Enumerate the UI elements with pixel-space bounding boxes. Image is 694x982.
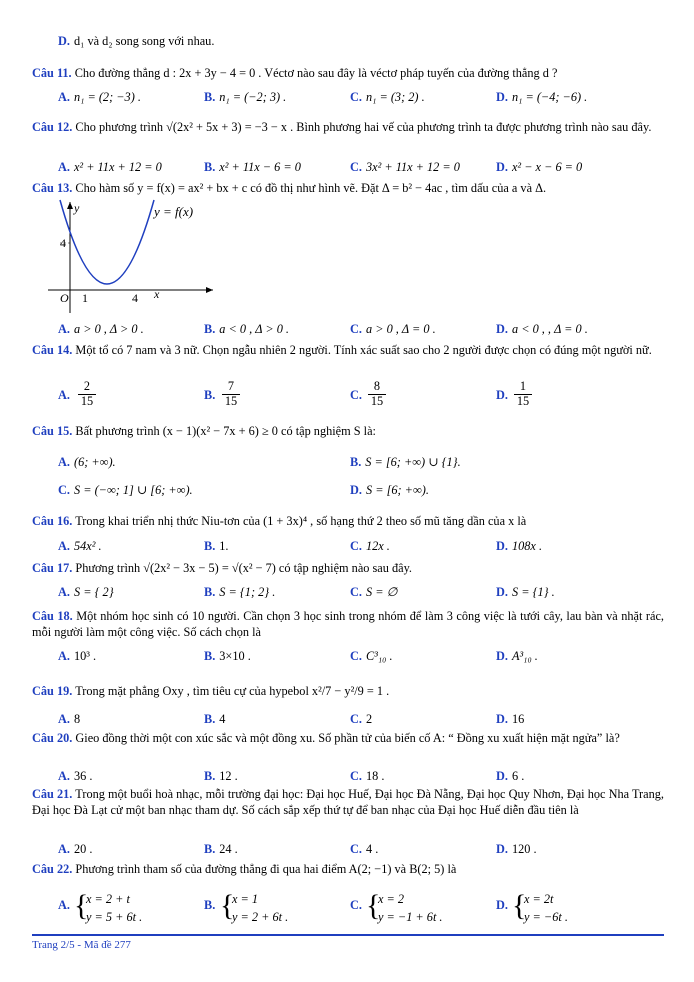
option-b[interactable]: B. a < 0 , Δ > 0 . xyxy=(204,322,289,336)
option-d[interactable]: D. xyxy=(496,898,508,912)
option-d[interactable]: D. 6 . xyxy=(496,769,525,783)
option-b[interactable]: B. 12 . xyxy=(204,769,238,783)
question-13-options xyxy=(0,322,694,340)
system: x = 2 + t y = 5 + 6t . xyxy=(86,892,143,924)
question-number: Câu 16. xyxy=(32,514,73,528)
question-15-options-row2 xyxy=(0,483,694,501)
brace: { xyxy=(512,889,527,922)
question-text: Trong mặt phẳng Oxy , tìm tiêu cự của hypebol x²/7 − y²/9 = 1 . xyxy=(75,684,390,698)
option-c[interactable]: C. C³₁₀ . xyxy=(350,649,393,663)
option-c[interactable]: C. 12x . xyxy=(350,539,390,553)
question-19-options xyxy=(0,712,694,730)
option-d[interactable]: D. a < 0 , , Δ = 0 . xyxy=(496,322,588,336)
tick-label-x4: 4 xyxy=(132,291,138,305)
system: x = 1 y = 2 + 6t . xyxy=(232,892,289,924)
origin-label: O xyxy=(60,291,69,305)
option-c[interactable]: C. S = ∅ xyxy=(350,585,398,599)
question-number: Câu 17. xyxy=(32,561,73,575)
question-number: Câu 14. xyxy=(32,343,73,357)
question-text: Phương trình √(2x² − 3x − 5) = √(x² − 7) có tập nghiệm nào sau đây. xyxy=(75,561,412,575)
question-11-options xyxy=(0,90,694,108)
question-text: Cho phương trình √(2x² + 5x + 3) = −3 − x . Bình phương hai vế của phương trình ta được phương trình nào sau đây. xyxy=(75,120,652,134)
option-label: D. xyxy=(58,34,70,48)
question-number: Câu 15. xyxy=(32,424,73,438)
fraction: 7 15 xyxy=(222,380,240,408)
option-b[interactable]: B. 1. xyxy=(204,539,229,553)
option-b[interactable]: B. x² + 11x − 6 = 0 xyxy=(204,160,301,174)
option-d[interactable]: D. A³₁₀ . xyxy=(496,649,538,663)
option-c[interactable]: C. xyxy=(350,388,362,402)
brace: { xyxy=(366,889,381,922)
page-footer: Trang 2/5 - Mã đề 277 xyxy=(32,939,131,951)
prev-question-option-d xyxy=(0,34,694,52)
question-11 xyxy=(32,66,664,82)
option-a[interactable]: A. xyxy=(58,388,70,402)
tick-label-y4: 4 xyxy=(60,236,66,250)
option-a[interactable]: A. 20 . xyxy=(58,842,93,856)
question-14-options xyxy=(0,380,694,416)
question-15-options-row1 xyxy=(0,455,694,473)
question-15 xyxy=(32,424,664,440)
fraction: 1 15 xyxy=(514,380,532,408)
option-a[interactable]: A. (6; +∞). xyxy=(58,455,116,469)
option-c[interactable]: C. 2 xyxy=(350,712,373,726)
question-number: Câu 13. xyxy=(32,181,73,195)
option-c[interactable]: C. n₁ = (3; 2) . xyxy=(350,90,425,104)
footer-divider xyxy=(32,934,664,936)
question-21 xyxy=(32,787,664,818)
question-text: Gieo đồng thời một con xúc sắc và một đồng xu. Số phần tử của biến cố A: “ Đồng xu xuất hiện mặt ngửa” là? xyxy=(75,731,620,745)
question-number: Câu 21. xyxy=(32,787,73,801)
option-a[interactable]: A. 10³ . xyxy=(58,649,97,663)
option-a[interactable]: A. 36 . xyxy=(58,769,93,783)
question-number: Câu 11. xyxy=(32,66,72,80)
x-axis-arrow xyxy=(206,287,213,293)
question-20 xyxy=(32,731,664,747)
option-a[interactable]: A. a > 0 , Δ > 0 . xyxy=(58,322,144,336)
option-a[interactable]: A. S = { 2} xyxy=(58,585,114,599)
option-c[interactable]: C. S = (−∞; 1] ∪ [6; +∞). xyxy=(58,483,193,497)
option-b[interactable]: B. 24 . xyxy=(204,842,238,856)
question-number: Câu 12. xyxy=(32,120,73,134)
question-16 xyxy=(32,514,664,530)
option-c[interactable]: C. xyxy=(350,898,362,912)
system: x = 2 y = −1 + 6t . xyxy=(378,892,443,924)
option-d[interactable]: D. S = {1} . xyxy=(496,585,555,599)
option-text: d₁ và d₂ song song với nhau. xyxy=(73,34,215,48)
question-text: Phương trình tham số của đường thẳng đi qua hai điểm A(2; −1) và B(2; 5) là xyxy=(75,862,457,876)
option-a[interactable]: A. xyxy=(58,898,70,912)
option-c[interactable]: C. 4 . xyxy=(350,842,379,856)
question-12 xyxy=(32,120,664,136)
question-number: Câu 20. xyxy=(32,731,73,745)
question-number: Câu 18. xyxy=(32,609,73,623)
question-text: Cho hàm số y = f(x) = ax² + bx + c có đồ thị như hình vẽ. Đặt Δ = b² − 4ac , tìm dấu của a và Δ. xyxy=(75,181,547,195)
option-d[interactable]: D. 108x . xyxy=(496,539,543,553)
option-d[interactable]: D. n₁ = (−4; −6) . xyxy=(496,90,588,104)
question-17-options xyxy=(0,585,694,603)
question-14 xyxy=(32,343,664,359)
question-19 xyxy=(32,684,664,700)
fraction: 2 15 xyxy=(78,380,96,408)
system: x = 2t y = −6t . xyxy=(524,892,568,924)
option-b[interactable]: B. 4 xyxy=(204,712,226,726)
question-text: Bất phương trình (x − 1)(x² − 7x + 6) ≥ 0 có tập nghiệm S là: xyxy=(75,424,376,438)
question-16-options xyxy=(0,539,694,557)
option-d[interactable]: D. xyxy=(496,388,508,402)
fraction: 8 15 xyxy=(368,380,386,408)
option-c[interactable]: C. a > 0 , Δ = 0 . xyxy=(350,322,436,336)
option-b[interactable]: B. xyxy=(204,898,216,912)
question-text: Trong một buổi hoà nhạc, mỗi trường đại học: Đại học Huế, Đại học Đà Nẵng, Đại học Quy Nhơn, Đại học Nha Trang, Đại học Đà Lạt cử một ban nhạc tham dự. Số cách sắp xếp thứ tự để ban nhạc của Đại học Huế diễn đầu tiên là xyxy=(32,787,664,817)
option-b[interactable]: B. n₁ = (−2; 3) . xyxy=(204,90,287,104)
option-a[interactable]: A. 8 xyxy=(58,712,81,726)
question-number: Câu 22. xyxy=(32,862,73,876)
option-b[interactable]: B. S = [6; +∞) ∪ {1}. xyxy=(350,455,461,469)
question-18 xyxy=(32,609,664,640)
option-b[interactable]: B. 3×10 . xyxy=(204,649,251,663)
option-d[interactable]: D. 120 . xyxy=(496,842,537,856)
function-label: y = f(x) xyxy=(154,204,194,219)
option-a[interactable]: A. x² + 11x + 12 = 0 xyxy=(58,160,162,174)
y-axis-arrow xyxy=(67,202,73,209)
question-text: Trong khai triển nhị thức Niu-tơn của (1 + 3x)⁴ , số hạng thứ 2 theo số mũ tăng dần của x là xyxy=(75,514,527,528)
question-text: Một nhóm học sinh có 10 người. Cần chọn 3 học sinh trong nhóm để làm 3 công việc là tưới cây, lau bàn và nhặt rác, mỗi người làm một công việc. Số cách chọn là xyxy=(32,609,664,639)
question-20-options xyxy=(0,769,694,787)
question-text: Cho đường thẳng d : 2x + 3y − 4 = 0 . Véctơ nào sau đây là véctơ pháp tuyến của đường thẳng d ? xyxy=(74,66,558,80)
option-a[interactable]: A. 54x² . xyxy=(58,539,102,553)
y-axis-label: y xyxy=(74,201,80,215)
question-17 xyxy=(32,561,664,577)
option-c[interactable]: C. 3x² + 11x + 12 = 0 xyxy=(350,160,460,174)
brace: { xyxy=(74,889,89,922)
question-12-options xyxy=(0,160,694,178)
tick-label-x1: 1 xyxy=(82,291,88,305)
option-c[interactable]: C. 18 . xyxy=(350,769,385,783)
question-22-options xyxy=(0,888,694,928)
question-number: Câu 19. xyxy=(32,684,73,698)
option-b[interactable]: B. S = {1; 2} . xyxy=(204,585,276,599)
option-a[interactable]: A. n₁ = (2; −3) . xyxy=(58,90,141,104)
x-axis-label: x xyxy=(154,287,160,301)
option-d[interactable]: D. 16 xyxy=(496,712,525,726)
question-text: Một tổ có 7 nam và 3 nữ. Chọn ngẫu nhiên 2 người. Tính xác suất sao cho 2 người được chọn có đúng một người nữ. xyxy=(75,343,652,357)
option-d[interactable]: D. S = [6; +∞). xyxy=(350,483,429,497)
brace: { xyxy=(220,889,235,922)
question-22 xyxy=(32,862,664,878)
option-b[interactable]: B. xyxy=(204,388,216,402)
question-13 xyxy=(32,181,664,197)
parabola-graph xyxy=(38,198,228,318)
option-d[interactable]: D. x² − x − 6 = 0 xyxy=(496,160,583,174)
question-18-options xyxy=(0,649,694,667)
question-21-options xyxy=(0,842,694,860)
